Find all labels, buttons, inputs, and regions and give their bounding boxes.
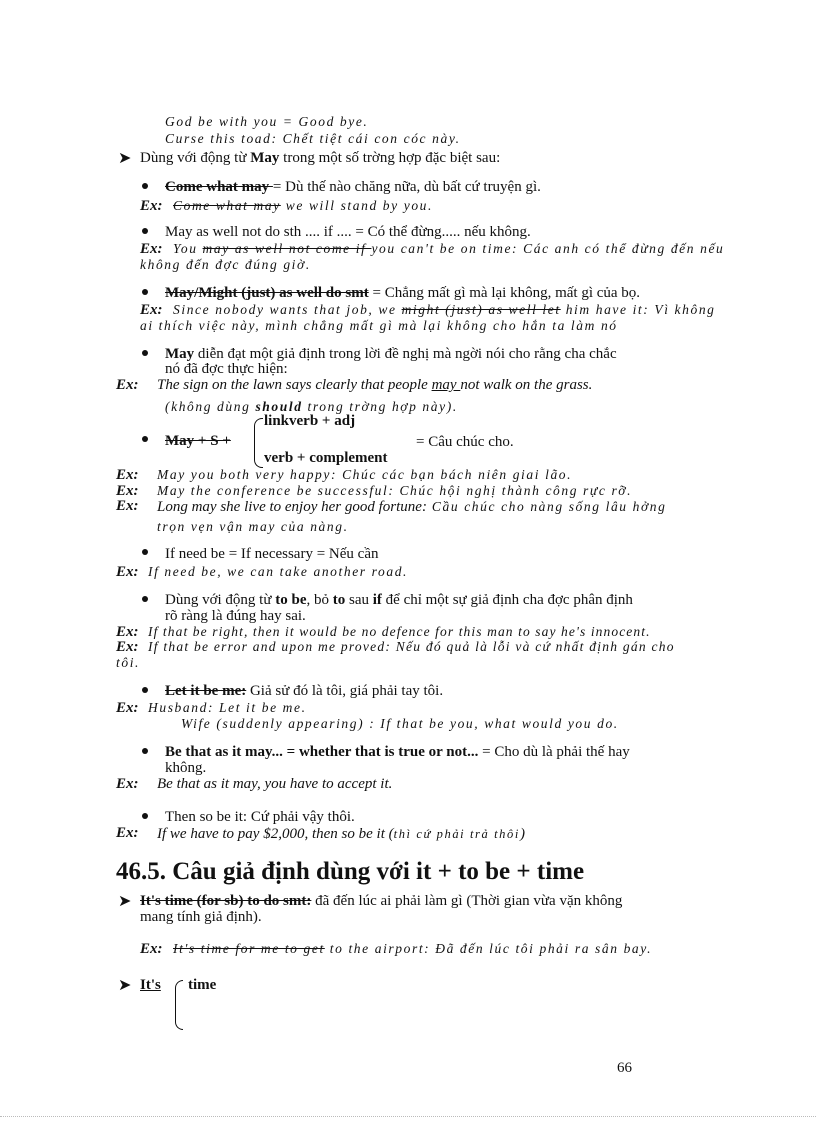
example-line: Long may she live to enjoy her good fortune: Cầu chúc cho nàng sống lâu hởng: [157, 499, 667, 515]
bullet-item: May/Might (just) as well do smt = Chẳng mất gì mà lại không, mất gì của bọ.: [165, 285, 641, 301]
arrow-bullet-icon: ➤: [118, 891, 132, 910]
bullet-dot-icon: [142, 748, 148, 754]
example-line: If that be error and upon me proved: Nếu đó quả là lỗi và cứ nhất định gán cho: [148, 639, 675, 654]
ex-label: Ex:: [116, 700, 139, 716]
ex-label: Ex:: [116, 483, 139, 499]
bullet-item: Then so be it: Cứ phải vậy thôi.: [165, 809, 355, 825]
ex-label: Ex:: [116, 377, 139, 393]
bullet-dot-icon: [142, 183, 148, 189]
bullet-item: Come what may = Dù thế nào chăng nữa, dù bất cứ truyện gì.: [165, 179, 541, 195]
brace-icon: [175, 980, 183, 1030]
ex-label: Ex:: [116, 825, 139, 841]
example-line: May the conference be successful: Chúc hội nghị thành công rực rỡ.: [157, 483, 633, 498]
section-point: mang tính giả định).: [140, 909, 262, 925]
brace-icon: [254, 418, 263, 468]
page-number: 66: [617, 1060, 632, 1076]
example-line: You may as well not come if you can't be on time: Các anh có thể đừng đến nếu: [173, 241, 725, 256]
arrow-bullet-icon: ➤: [118, 148, 132, 167]
example-line: If that be right, then it would be no defence for this man to say he's innocent.: [148, 624, 651, 639]
ex-label: Ex:: [140, 241, 163, 257]
brace-option: time: [188, 977, 217, 993]
bullet-item: May as well not do sth .... if .... = Có thể đừng..... nếu không.: [165, 224, 531, 240]
bullet-dot-icon: [142, 549, 148, 555]
example-line: (không dùng should trong trờng hợp này).: [165, 399, 458, 414]
bullet-dot-icon: [142, 687, 148, 693]
bullet-item: = Câu chúc cho.: [416, 434, 514, 450]
example-line: Curse this toad: Chết tiệt cái con cóc này.: [165, 131, 461, 146]
ex-label: Ex:: [116, 498, 139, 514]
example-line: If we have to pay $2,000, then so be it (thì cứ phải trả thôi): [157, 826, 525, 842]
bullet-item: May + S +: [165, 433, 231, 449]
section-point: It's time (for sb) to do smt: đã đến lúc ai phải làm gì (Thời gian vừa vặn không: [140, 893, 623, 909]
example-line: Come what may we will stand by you.: [173, 198, 433, 213]
bullet-item: nó đã đợc thực hiện:: [165, 361, 288, 377]
ex-label: Ex:: [116, 467, 139, 483]
ex-label: Ex:: [116, 624, 139, 640]
bullet-dot-icon: [142, 436, 148, 442]
ex-label: Ex:: [140, 941, 163, 957]
bullet-item: May diễn đạt một giả định trong lời đề nghị mà ngời nói cho rằng cha chắc: [165, 346, 617, 362]
example-line: không đến đợc đúng giờ.: [140, 257, 311, 272]
bullet-item: rõ ràng là đúng hay sai.: [165, 608, 306, 624]
section-point: Dùng với động từ May trong một số trờng hợp đặc biệt sau:: [140, 150, 501, 166]
section-point: It's: [140, 977, 161, 993]
example-line: Since nobody wants that job, we might (just) as well let him have it: Vì không: [173, 302, 716, 317]
example-line: tôi.: [116, 655, 141, 670]
brace-option: verb + complement: [264, 450, 388, 466]
arrow-bullet-icon: ➤: [118, 975, 132, 994]
bullet-item: không.: [165, 760, 207, 776]
example-line: If need be, we can take another road.: [148, 564, 409, 579]
section-heading: 46.5. Câu giả định dùng với it + to be + time: [116, 858, 585, 885]
ex-label: Ex:: [116, 564, 139, 580]
page-edge-divider: [0, 1116, 816, 1117]
example-line: The sign on the lawn says clearly that people may not walk on the grass.: [157, 377, 593, 393]
example-line: trọn vẹn vận may của nàng.: [157, 519, 349, 534]
bullet-item: If need be = If necessary = Nếu cần: [165, 546, 379, 562]
example-line: Be that as it may, you have to accept it.: [157, 776, 393, 792]
example-line: Wife (suddenly appearing) : If that be you, what would you do.: [181, 716, 619, 731]
ex-label: Ex:: [140, 302, 163, 318]
example-line: May you both very happy: Chúc các bạn bách niên giai lão.: [157, 467, 573, 482]
bullet-item: Be that as it may... = whether that is true or not... = Cho dù là phải thế hay: [165, 744, 630, 760]
bullet-item: Dùng với động từ to be, bỏ to sau if để chỉ một sự giả định cha đợc phân định: [165, 592, 633, 608]
bullet-dot-icon: [142, 596, 148, 602]
ex-label: Ex:: [116, 776, 139, 792]
example-line: ai thích việc này, mình chẳng mất gì mà lại không cho hắn ta làm nó: [140, 318, 618, 333]
bullet-dot-icon: [142, 289, 148, 295]
bullet-item: Let it be me: Giả sử đó là tôi, giá phải tay tôi.: [165, 683, 444, 699]
ex-label: Ex:: [116, 639, 139, 655]
brace-option: linkverb + adj: [264, 413, 356, 429]
example-line: God be with you = Good bye.: [165, 114, 369, 129]
ex-label: Ex:: [140, 198, 163, 214]
example-line: Husband: Let it be me.: [148, 700, 307, 715]
bullet-dot-icon: [142, 228, 148, 234]
example-line: It's time for me to get to the airport: Đã đến lúc tôi phải ra sân bay.: [173, 941, 653, 956]
bullet-dot-icon: [142, 350, 148, 356]
bullet-dot-icon: [142, 813, 148, 819]
